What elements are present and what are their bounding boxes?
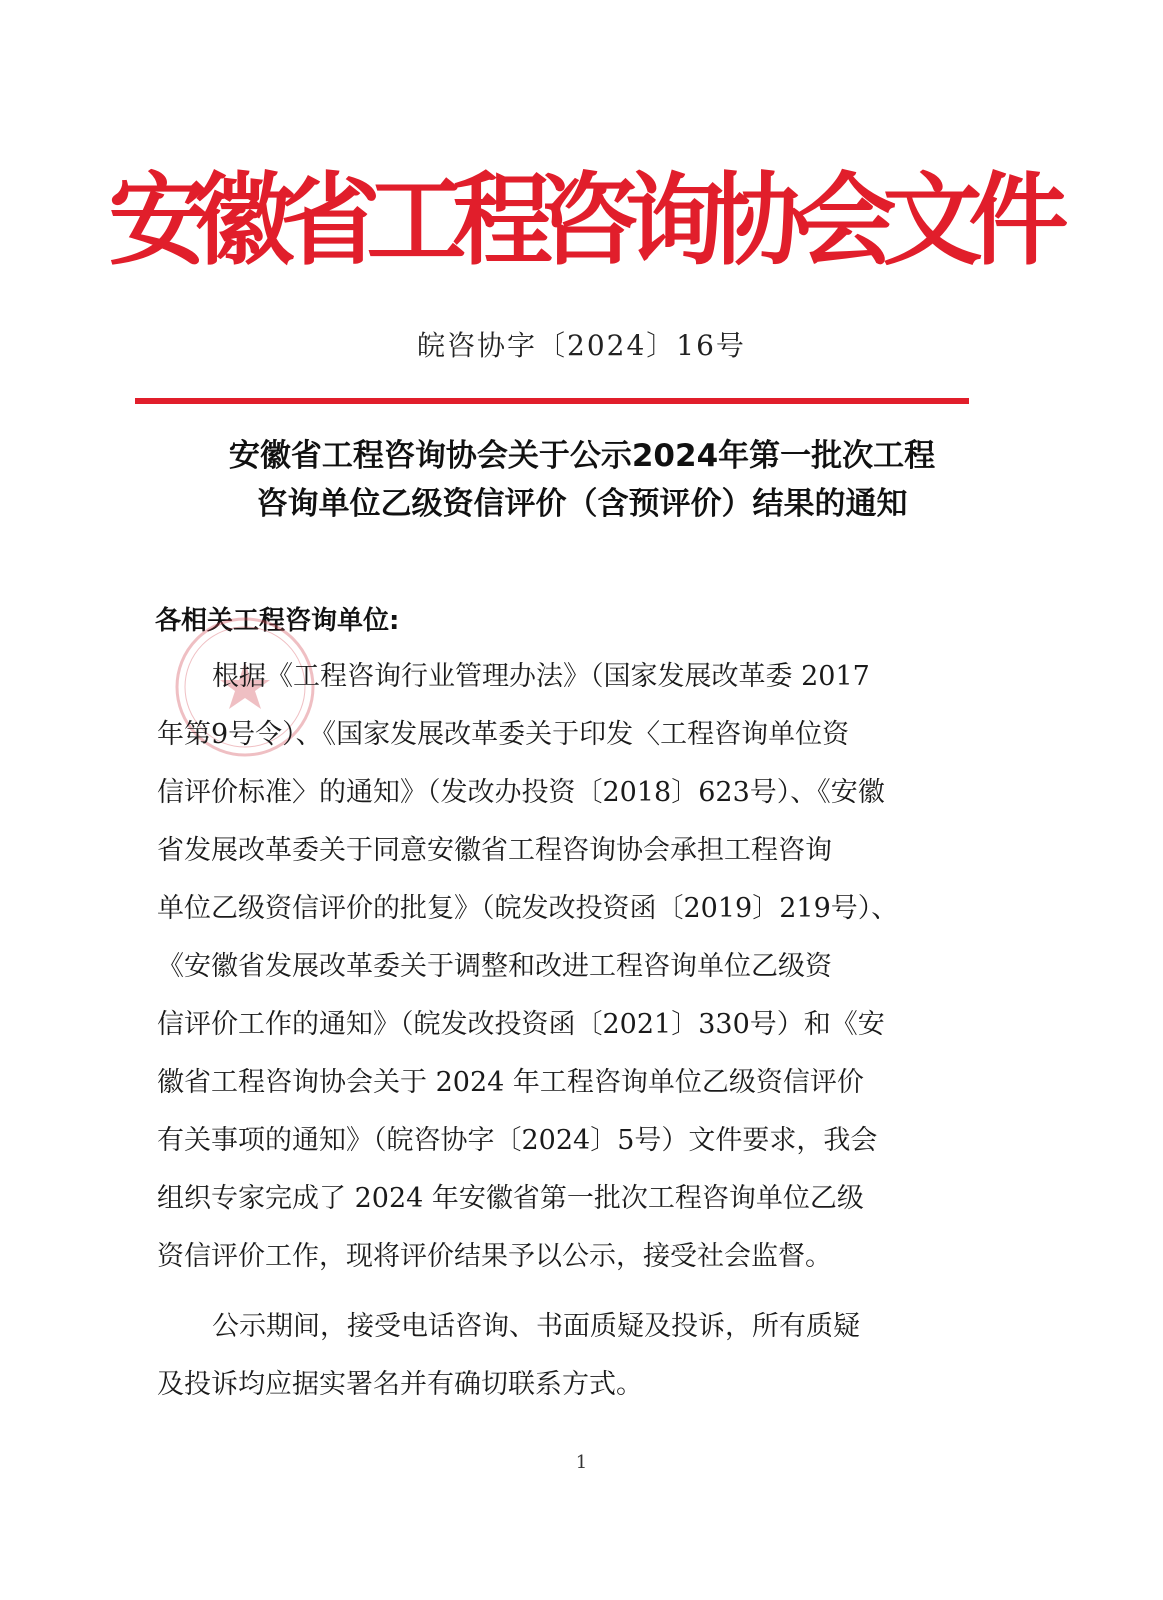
body-line: 资信评价工作，现将评价结果予以公示，接受社会监督。 — [157, 1241, 832, 1272]
body-line: 信评价标准〉的通知》（发改办投资〔2018〕623号）、《安徽 — [157, 777, 885, 808]
body-line: 根据《工程咨询行业管理办法》（国家发展改革委 2017 — [212, 661, 870, 692]
body-line: 省发展改革委关于同意安徽省工程咨询协会承担工程咨询 — [157, 835, 832, 866]
notice-body — [157, 648, 947, 1414]
body-line: 徽省工程咨询协会关于 2024 年工程咨询单位乙级资信评价 — [157, 1067, 864, 1098]
salutation: 各相关工程咨询单位: — [155, 606, 400, 636]
body-line: 组织专家完成了 2024 年安徽省第一批次工程咨询单位乙级 — [157, 1183, 864, 1214]
body-line: 及投诉均应据实署名并有确切联系方式。 — [157, 1369, 643, 1400]
page-number: 1 — [575, 1452, 588, 1473]
body-line: 有关事项的通知》（皖咨协字〔2024〕5号）文件要求，我会 — [157, 1125, 878, 1156]
body-line: 年第9号令）、《国家发展改革委关于印发〈工程咨询单位资 — [157, 719, 850, 750]
document-number: 皖咨协字〔2024〕16号 — [417, 329, 746, 362]
body-line: 《安徽省发展改革委关于调整和改进工程咨询单位乙级资 — [157, 951, 832, 982]
title-line-1: 安徽省工程咨询协会关于公示2024年第一批次工程 — [228, 438, 936, 474]
body-line: 单位乙级资信评价的批复》（皖发改投资函〔2019〕219号）、 — [157, 893, 899, 924]
title-line-2: 咨询单位乙级资信评价（含预评价）结果的通知 — [256, 486, 908, 522]
body-line: 公示期间，接受电话咨询、书面质疑及投诉，所有质疑 — [212, 1311, 860, 1342]
document-masthead: 安徽省工程咨询协会文件 — [108, 161, 1055, 279]
notice-title — [140, 432, 1024, 528]
body-line: 信评价工作的通知》（皖发改投资函〔2021〕330号）和《安 — [157, 1009, 885, 1040]
red-divider-line — [135, 398, 969, 404]
